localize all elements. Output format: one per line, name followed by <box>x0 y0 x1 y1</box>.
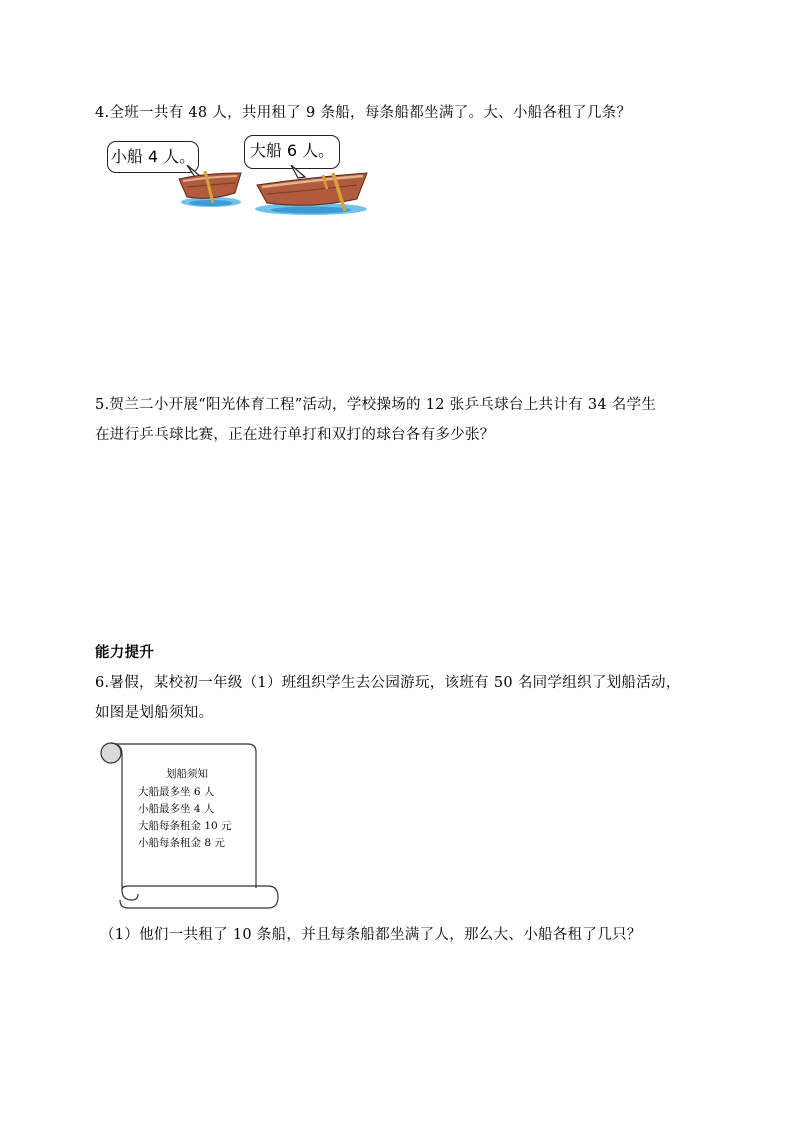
question-6-line-1: 6.暑假，某校初一年级（1）班组织学生去公园游玩，该班有 50 名同学组织了划船活动， <box>95 675 681 691</box>
question-6-line-2: 如图是划船须知。 <box>95 705 214 721</box>
notice-title: 划船须知 <box>166 768 208 780</box>
big-boat-icon <box>253 165 371 217</box>
question-6-part-1: （1）他们一共租了 10 条船，并且每条船都坐满了人，那么大、小船各租了几只？ <box>100 927 642 943</box>
small-boat-speech-bubble: 小船 4 人。 <box>107 141 199 173</box>
question-5-line-2: 在进行乒乓球比赛，正在进行单打和双打的球台各有多少张？ <box>95 427 495 443</box>
notice-rule-3: 大船每条租金 10 元 <box>138 820 232 832</box>
notice-rule-4: 小船每条租金 8 元 <box>138 837 225 849</box>
notice-rule-1: 大船最多坐 6 人 <box>138 786 215 798</box>
question-4-text: 4.全班一共有 48 人，共用租了 9 条船，每条船都坐满了。大、小船各租了几条？ <box>95 105 632 121</box>
notice-rule-2: 小船最多坐 4 人 <box>138 803 215 815</box>
section-heading: 能力提升 <box>95 645 155 661</box>
small-boat-icon <box>175 165 245 210</box>
question-5-line-1: 5.贺兰二小开展“阳光体育工程”活动，学校操场的 12 张乒乓球台上共计有 34 名学生 <box>95 397 657 413</box>
big-boat-speech-bubble: 大船 6 人。 <box>244 135 340 169</box>
